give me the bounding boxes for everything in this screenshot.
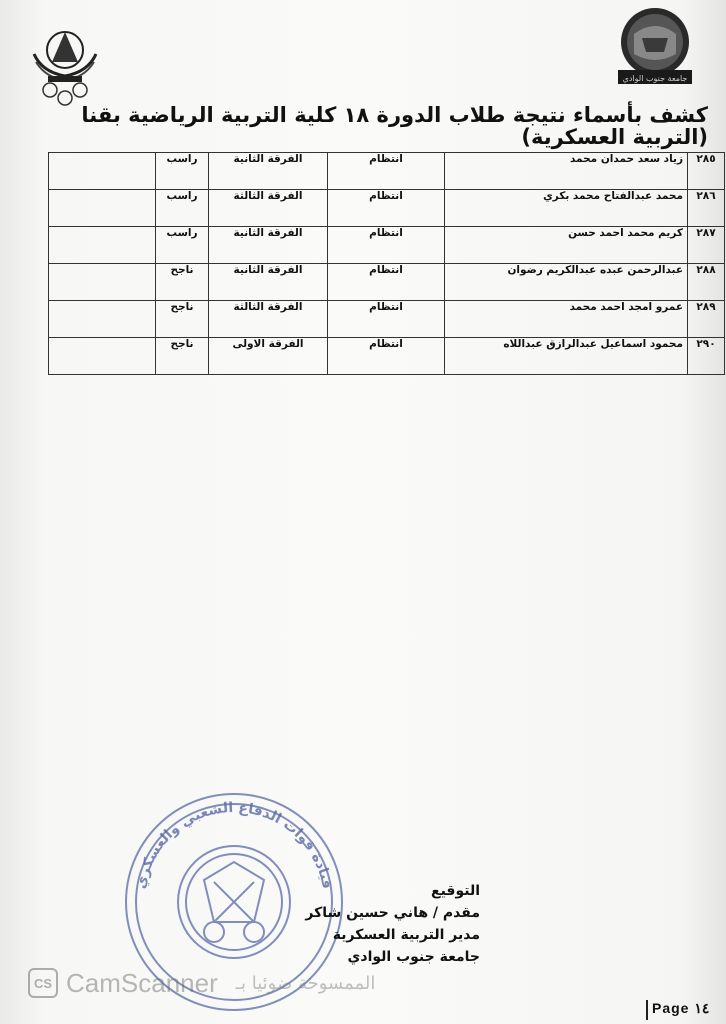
camscanner-icon: CS [28,968,58,998]
row-number: ٢٨٩ [688,301,725,338]
page-number [646,1000,726,1020]
table-row [49,227,725,264]
results-table [48,152,725,375]
camscanner-arabic: الممسوحة ضوئيا بـ [235,972,376,994]
page-title-line2: (التربية العسكرية) [521,125,708,149]
stamp-text: قيادة قوات الدفاع الشعبي والعسكري [132,799,336,891]
row-number: ٢٨٥ [688,153,725,190]
student-name: عمرو امجد احمد محمد [445,301,688,338]
row-number: ٢٩٠ [688,338,725,375]
notes-cell [49,190,156,227]
result-status: راسب [156,227,209,264]
result-status: ناجح [156,301,209,338]
page-number-value: ١٤ [694,1000,710,1016]
university-logo-text: جامعة جنوب الوادي [622,74,688,83]
academic-level: الفرقة الثانية [209,264,328,301]
student-name: محمد عبدالفتاح محمد بكري [445,190,688,227]
result-status: راسب [156,190,209,227]
signatory-name: مقدم / هاني حسين شاكر [305,905,480,921]
enrollment-status: انتظام [328,264,445,301]
notes-cell [49,227,156,264]
result-status: ناجح [156,338,209,375]
academic-level: الفرقة الاولى [209,338,328,375]
signatory-institution: جامعة جنوب الوادي [347,949,480,965]
row-number: ٢٨٨ [688,264,725,301]
student-name: زياد سعد حمدان محمد [445,153,688,190]
enrollment-status: انتظام [328,338,445,375]
academic-level: الفرقة الثالثة [209,190,328,227]
notes-cell [49,301,156,338]
table-row [49,338,725,375]
page-label: Page [652,1000,690,1016]
academic-level: الفرقة الثانية [209,227,328,264]
academic-level: الفرقة الثانية [209,153,328,190]
row-number: ٢٨٦ [688,190,725,227]
signature-label: التوقيع [431,883,480,899]
enrollment-status: انتظام [328,227,445,264]
notes-cell [49,153,156,190]
university-logo-icon [612,4,698,88]
student-name: عبدالرحمن عبده عبدالكريم رضوان [445,264,688,301]
table-row [49,301,725,338]
enrollment-status: انتظام [328,153,445,190]
table-row [49,153,725,190]
academic-level: الفرقة الثالثة [209,301,328,338]
signatory-title: مدير التربية العسكرية [332,927,480,943]
student-name: محمود اسماعيل عبدالرازق عبداللاه [445,338,688,375]
camscanner-brand: CamScanner [66,967,218,998]
result-status: راسب [156,153,209,190]
enrollment-status: انتظام [328,301,445,338]
page-title [18,103,708,149]
student-name: كريم محمد احمد حسن [445,227,688,264]
signature-block [120,880,480,968]
row-number: ٢٨٧ [688,227,725,264]
academy-emblem-icon [22,22,108,108]
camscanner-watermark [28,965,418,1001]
table-row [49,190,725,227]
notes-cell [49,264,156,301]
enrollment-status: انتظام [328,190,445,227]
page-title-line1: كشف بأسماء نتيجة طلاب الدورة ١٨ كلية التربية الرياضية بقنا [81,103,708,127]
result-status: ناجح [156,264,209,301]
notes-cell [49,338,156,375]
table-row [49,264,725,301]
